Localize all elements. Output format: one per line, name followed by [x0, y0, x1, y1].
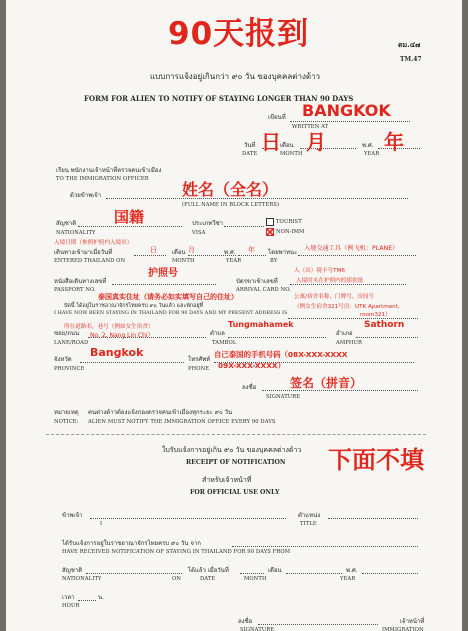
entered-year-th: พ.ศ.: [224, 249, 236, 256]
received-line: [232, 546, 418, 547]
receipt-nat-line: [86, 573, 182, 574]
receipt-hour-en: HOUR: [62, 603, 80, 609]
passport-value: 护照号: [148, 268, 178, 279]
name-value: 姓名（全名）: [182, 180, 279, 199]
lane-line: [88, 337, 206, 338]
receipt-year-line: [362, 573, 418, 574]
name-label-en: (FULL NAME IN BLOCK LETTERS): [182, 202, 280, 208]
address-note-right-3: room321）: [360, 312, 391, 318]
passport-label-en: PASSPORT NO.: [54, 287, 96, 293]
signature-label-en: SIGNATURE: [266, 394, 301, 400]
receipt-on-th: ได้แล้ว เมื่อวันที่: [188, 567, 229, 574]
written-at-label-en: WRITTEN AT: [292, 124, 329, 130]
receipt-title-th: ใบรับแจ้งการอยู่เกิน ๙๐ วัน ของบุคคลต่างด้าว: [162, 446, 302, 454]
official-use-th: สำหรับเจ้าหน้าที่: [202, 476, 252, 484]
year-label-en: YEAR: [364, 151, 380, 157]
title-thai: แบบการแจ้งอยู่เกินกว่า ๙๐ วัน ของบุคคลต่างด้าว: [150, 72, 321, 81]
stamp-heading: 90天报到: [168, 16, 310, 52]
year-label-th: พ.ศ.: [362, 142, 374, 149]
vehicle-line: [298, 255, 416, 256]
receipt-title-en: RECEIPT OF NOTIFICATION: [186, 459, 286, 466]
passport-label-th: หนังสือเดินทางเลขที่: [54, 278, 107, 285]
date-day-value: 日: [261, 130, 281, 154]
not-to-fill-heading: 下面不填: [328, 446, 424, 474]
entered-by-en: BY: [270, 258, 278, 264]
tourist-checkbox[interactable]: [266, 218, 274, 226]
entered-month-th: เดือน: [172, 249, 186, 256]
vehicle-value: 入境交通工具（例飞机：PLANE）: [304, 245, 399, 252]
signature-label-th: ลงชื่อ: [242, 384, 257, 391]
passport-line: [112, 284, 216, 285]
visa-line: [224, 226, 264, 227]
entered-day-line: [134, 255, 166, 256]
address-note-right-2: （例女生宿舍321号房：UTK Apartment，: [294, 304, 404, 310]
receipt-on-en: ON: [172, 576, 181, 582]
phone-value-1: 自己泰国的手机号码（08X-XXX-XXXX: [214, 350, 348, 359]
visa-label-en: VISA: [192, 230, 206, 236]
written-at-label-th: เขียนที่: [268, 114, 286, 121]
date-year-value: 年: [384, 130, 404, 154]
month-label-th: เดือน: [280, 142, 294, 149]
entered-year-en: YEAR: [226, 258, 242, 264]
month-label-en: MONTH: [280, 151, 303, 157]
receipt-date-en: DATE: [200, 576, 216, 582]
receipt-i-label-th: ข้าพเจ้า: [62, 512, 83, 519]
receipt-hour-th: เวลา: [62, 594, 75, 601]
arrival-card-label-en: ARRIVAL CARD NO.: [236, 287, 292, 293]
form-number-th: ตม.๔๗: [398, 41, 421, 49]
receipt-role-en: IMMIGRATION: [382, 627, 424, 631]
receipt-title-label-th: ตำแหน่ง: [298, 512, 321, 519]
non-imm-label: NON-IMM: [276, 229, 305, 235]
receipt-year-th: พ.ศ.: [346, 567, 358, 574]
receipt-hour-unit: น.: [98, 594, 105, 601]
province-line: [80, 362, 184, 363]
received-label-th: ได้รับแจ้งการอยู่ในราชอาณาจักรไทยครบ ๙๐ วัน จาก: [62, 540, 201, 547]
non-imm-check-mark: [266, 228, 274, 236]
form-number-en: TM.47: [400, 56, 422, 63]
receipt-month-th: เดือน: [268, 567, 282, 574]
address-note-right-1: 公寓/宿舍名称，门牌号，房间号: [294, 294, 375, 300]
entered-day-value: 日: [150, 246, 157, 254]
tambol-line: [228, 337, 326, 338]
receipt-i-line: [90, 518, 286, 519]
receipt-year-en: YEAR: [340, 576, 356, 582]
address-label-en: I HAVE NOW BEEN STAYING IN THAILAND FOR 90 DAYS AND MY PRESENT ADDRESS IS: [54, 311, 288, 316]
amphur-line: [356, 337, 418, 338]
amphur-label-th: อำเภอ: [336, 330, 353, 337]
address-label-th: บัดนี้ ได้อยู่ในราชอาณาจักรไทยครบ ๙๐ วันแล้ว และพักอยู่ที่: [64, 303, 204, 309]
notice-text-en: ALIEN MUST NOTIFY THE IMMIGRATION OFFICE EVERY 90 DAYS: [88, 419, 276, 425]
written-at-value: BANGKOK: [302, 101, 391, 120]
receipt-hour-line: [78, 600, 96, 601]
lane-label-en: LANE/ROAD: [54, 340, 89, 346]
notice-label-en: NOTICE:: [54, 419, 79, 425]
tourist-label: TOURIST: [276, 219, 302, 225]
date-month-value: 月: [306, 130, 326, 154]
receipt-title-label-en: TITLE: [300, 521, 317, 527]
lane-value: No. 2, Nang Lin Chi）: [90, 332, 154, 339]
to-label-th: เรียน พนักงานเจ้าหน้าที่ตรวจคนเข้าเมือง: [56, 167, 162, 174]
date-label-th: วันที่: [244, 142, 256, 149]
receipt-title-line: [328, 518, 418, 519]
notice-text-th: คนต่างด้าวต้องแจ้งกองตรวจคนเข้าเมืองทุกระยะ ๙๐ วัน: [88, 409, 233, 416]
tambol-label-en: TAMBOL: [212, 340, 237, 346]
signature-value: 签名（拼音）: [290, 376, 363, 390]
received-label-en: HAVE RECEIVED NOTIFICATION OF STAYING IN THAILAND FOR 90 DAYS FROM: [62, 549, 291, 555]
form-sheet: [6, 0, 462, 631]
entry-date-note: 入境日期（参照护照内入境章）: [54, 240, 133, 246]
receipt-nat-th: สัญชาติ: [62, 567, 83, 574]
receipt-sign-th: ลงชื่อ: [238, 618, 253, 625]
address-note: 泰国真实住址（请务必如实填写自己的住址）: [98, 293, 238, 301]
arrival-card-label-th: บัตรขาเข้าเลขที่: [236, 278, 278, 285]
entered-label-en: ENTERED THAILAND ON: [54, 258, 126, 264]
visa-label-th: ประเภทวีซ่า: [192, 220, 224, 227]
receipt-role-th: เจ้าหน้าที่: [400, 618, 425, 625]
arrival-card-note-1: 入（出）境卡号TM6: [294, 268, 345, 274]
receipt-sign-line: [258, 624, 378, 625]
receipt-i-label-en: I: [100, 521, 103, 527]
entered-month-value: 月: [188, 246, 195, 254]
written-at-line: [290, 121, 410, 122]
province-value: Bangkok: [90, 346, 144, 359]
official-use-en: FOR OFFICIAL USE ONLY: [190, 489, 280, 496]
nationality-label-th: สัญชาติ: [56, 220, 77, 227]
entered-year-line: [238, 255, 266, 256]
receipt-nat-en: NATIONALITY: [62, 576, 102, 582]
receipt-month-en: MONTH: [244, 576, 267, 582]
amphur-label-en: AMPHUR: [336, 340, 362, 346]
province-label-th: จังหวัด: [54, 356, 72, 363]
tambol-label-th: ตำบล: [210, 330, 225, 337]
phone-label-en: PHONE: [188, 366, 210, 372]
arrival-card-line: [290, 284, 406, 285]
to-label-en: TO THE IMMIGRATION OFFICER: [56, 176, 149, 182]
nationality-label-en: NATIONALITY: [56, 230, 96, 236]
receipt-sign-en: SIGNATURE: [240, 627, 275, 631]
entered-month-en: MONTH: [172, 258, 195, 264]
arrival-card-note-2: 入境时夹在护照内的那张纸: [296, 278, 364, 284]
phone-value-2: 09X-XXX-XXXX）: [218, 361, 285, 370]
nationality-value: 国籍: [114, 208, 145, 226]
amphur-value: Sathorn: [364, 320, 405, 330]
province-label-en: PROVINCE: [54, 366, 85, 372]
notice-label-th: หมายเหตุ: [54, 409, 79, 416]
tambol-value: Tungmahamek: [228, 320, 294, 329]
date-label-en: DATE: [242, 151, 258, 157]
receipt-month-line: [286, 573, 342, 574]
vehicle-label-th: โดยพาหนะ: [268, 249, 298, 256]
entered-label-th: เดินทางเข้ามาเมื่อวันที่: [54, 249, 113, 256]
lane-note: 所在道路名，巷号（例如女生宿舍）: [64, 324, 154, 330]
tear-line: [46, 434, 426, 435]
title-english: FORM FOR ALIEN TO NOTIFY OF STAYING LONGER THAN 90 DAYS: [84, 94, 354, 103]
receipt-on-line: [240, 573, 264, 574]
address-line: [288, 318, 418, 319]
name-label-th: ด้วยข้าพเจ้า: [70, 192, 102, 199]
entered-year-value: 年: [248, 246, 255, 254]
lane-label-th: ซอย/ถนน: [54, 330, 80, 337]
phone-label-th: โทรศัพท์: [188, 356, 211, 363]
